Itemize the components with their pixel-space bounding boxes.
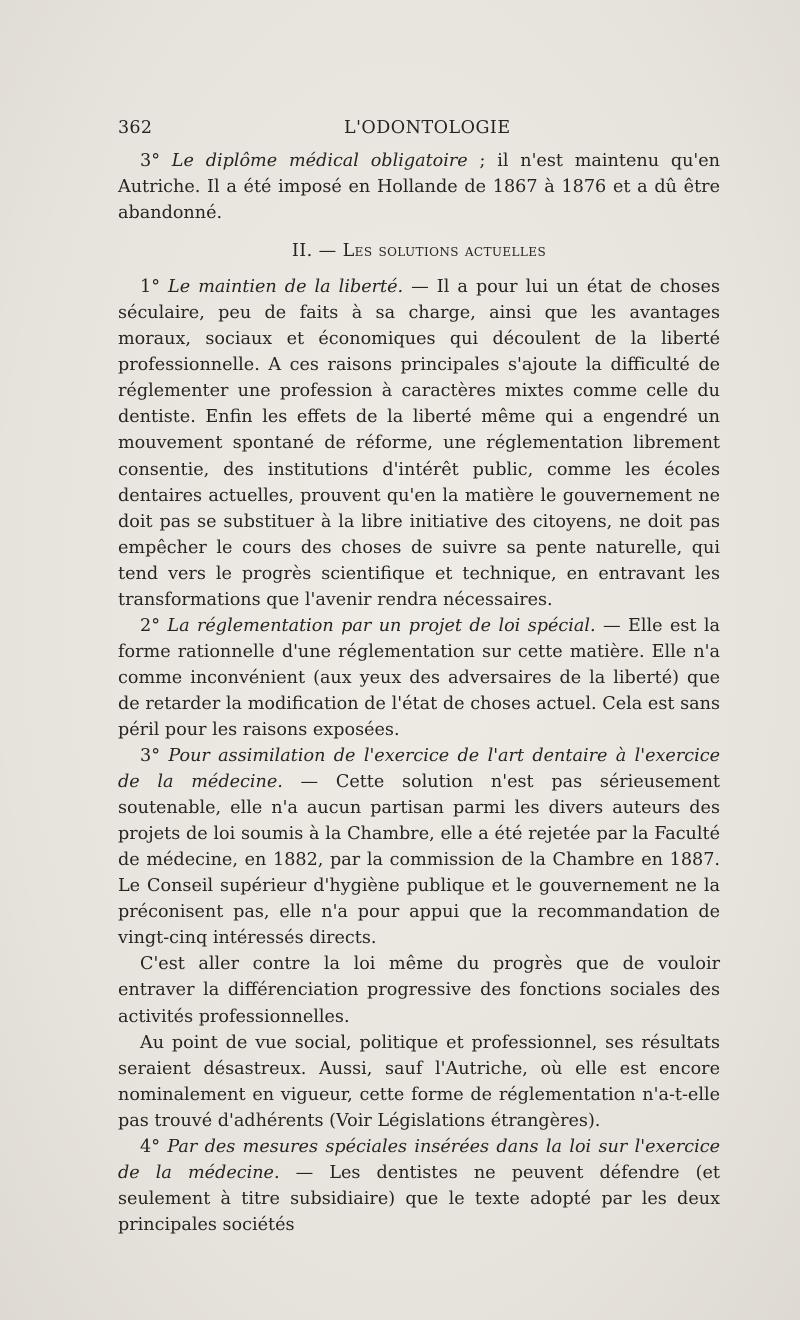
paragraph-title: La réglementation par un projet de loi spécial. xyxy=(167,615,596,636)
paragraph-text: Au point de vue social, politique et professionnel, ses résultats seraient désastreux. Aussi, sauf l'Autriche, où elle est encore nominalement en vigueur, cette forme de réglementation n'a-t-elle pas trouvé d'adhérents (Voir Législations étrangères). xyxy=(118,1032,720,1131)
paragraph-assimilation xyxy=(118,743,720,951)
section-heading xyxy=(118,238,720,264)
paragraph-title: Par des mesures spéciales insérées dans la loi sur l'exercice de la médecine. xyxy=(118,1136,720,1183)
section-title: Les solutions actuelles xyxy=(342,241,547,262)
paragraph-number: 1° xyxy=(140,277,169,298)
paragraph-title: Le diplôme médical obligatoire xyxy=(171,151,468,171)
paragraph-title: Pour assimilation de l'exercice de l'art dentaire à l'exercice de la médecine. xyxy=(118,746,720,793)
paragraph-projet-de-loi xyxy=(118,613,720,743)
paragraph-title: Le maintien de la liberté. xyxy=(168,277,404,298)
section-number: II. — xyxy=(291,241,343,262)
paragraph-number: 3° xyxy=(140,151,172,171)
paragraph-loi-du-progres xyxy=(118,951,720,1029)
paragraph-text: ; il n'est maintenu qu'en Autriche. Il a été imposé en Hollande de 1867 à 1876 et a dû être abandonné. xyxy=(118,151,720,224)
paragraph-text: — Il a pour lui un état de choses séculaire, peu de faits à sa charge, ainsi que les avantages moraux, sociaux et économiques qui découlent de la liberté professionnelle. A ces raisons principales s'ajoute la difficulté de réglementer une profession à caractères mixtes comme celle du dentiste. Enfin les effets de la liberté même qui a engendré un mouvement spontané de réforme, une réglementation librement consentie, des institutions d'intérêt public, comme les écoles dentaires actuelles, prouvent qu'en la matière le gouvernement ne doit pas se substituer à la libre initiative des citoyens, ne doit pas empêcher le cours des choses de suivre sa pente naturelle, qui tend vers le progrès scientifique et technique, en entravant les transformations que l'avenir rendra nécessaires. xyxy=(118,277,720,610)
page-header xyxy=(118,118,720,148)
paragraph-text: C'est aller contre la loi même du progrès que de vouloir entraver la différenciation progressive des fonctions sociales des activités professionnelles. xyxy=(118,954,720,1027)
running-title: L'ODONTOLOGIE xyxy=(344,118,511,138)
paragraph-text: — Cette solution n'est pas sérieusement soutenable, elle n'a aucun partisan parmi les divers auteurs des projets de loi soumis à la Chambre, elle a été rejetée par la Faculté de médecine, en 1882, par la commission de la Chambre en 1887. Le Conseil supérieur d'hygiène publique et le gouvernement ne la préconisent pas, elle n'a pour appui que la recommandation de vingt-cinq intéressés directs. xyxy=(118,772,720,949)
paragraph-diplome-medical xyxy=(118,148,720,226)
paragraph-number: 2° xyxy=(140,615,168,636)
paragraph-maintien-liberte xyxy=(118,274,720,613)
paragraph-number: 4° xyxy=(140,1136,168,1157)
paragraph-text: — Les dentistes ne peuvent défendre (et seulement à titre subsidiaire) que le texte adopté par les deux principales sociétés xyxy=(118,1162,720,1235)
paragraph-mesures-speciales xyxy=(118,1134,720,1238)
body-text xyxy=(118,148,720,1238)
paragraph-point-de-vue-social xyxy=(118,1030,720,1134)
paragraph-text: — Elle est la forme rationnelle d'une réglementation sur cette matière. Elle n'a comme inconvénient (aux yeux des adversaires de la liberté) que de retarder la modification de l'état de choses actuel. Cela est sans péril pour les raisons exposées. xyxy=(118,615,720,740)
page-number: 362 xyxy=(118,118,153,138)
paragraph-number: 3° xyxy=(140,746,169,767)
